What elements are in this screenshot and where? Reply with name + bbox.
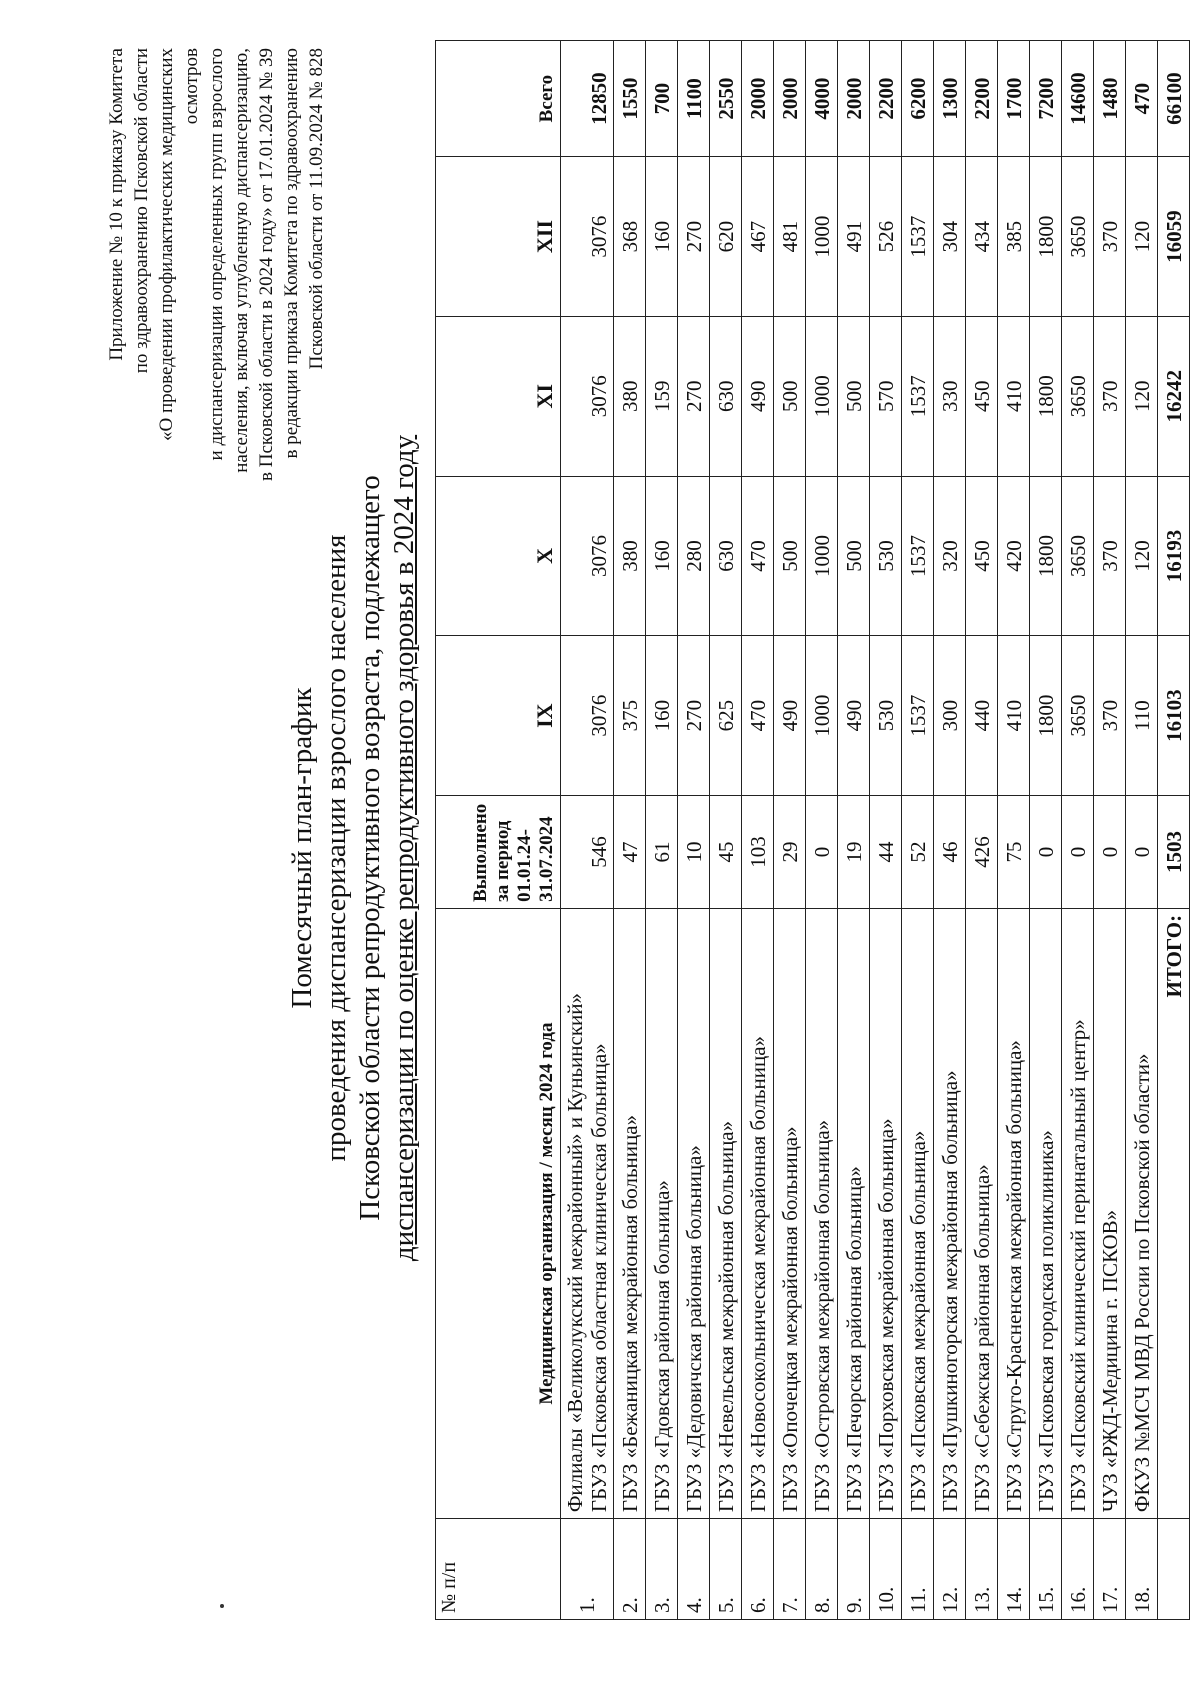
row-organization	[678, 908, 710, 1518]
row-xii: 370	[1094, 157, 1126, 317]
header-month-x: X	[436, 476, 561, 636]
table-row	[998, 41, 1030, 1620]
row-xi: 410	[998, 316, 1030, 476]
table-row	[966, 41, 998, 1620]
row-total: 1700	[998, 41, 1030, 157]
table-header-row	[436, 41, 561, 1620]
document-title	[285, 18, 421, 1678]
row-xi: 330	[934, 316, 966, 476]
scan-dot	[220, 1604, 224, 1608]
total-label: ИТОГО:	[1158, 908, 1190, 1518]
row-xi: 1800	[1030, 316, 1062, 476]
row-done: 52	[902, 795, 934, 908]
row-organization	[774, 908, 806, 1518]
row-x: 500	[774, 476, 806, 636]
appendix-line: и диспансеризации определенных групп взрослого	[206, 48, 227, 461]
row-done: 61	[646, 795, 678, 908]
row-ix: 625	[710, 636, 742, 796]
row-done: 426	[966, 795, 998, 908]
row-ix: 490	[838, 636, 870, 796]
row-organization	[561, 908, 614, 1518]
table-row	[870, 41, 902, 1620]
row-x: 120	[1126, 476, 1158, 636]
organization-line: ГБУЗ «Бежаницкая межрайонная больница»	[617, 1114, 642, 1513]
row-number: 14.	[998, 1519, 1030, 1620]
row-xi: 380	[614, 316, 646, 476]
row-organization	[742, 908, 774, 1518]
row-total: 1550	[614, 41, 646, 157]
row-xii: 467	[742, 157, 774, 317]
row-done: 75	[998, 795, 1030, 908]
row-number: 9.	[838, 1519, 870, 1620]
organization-line: ГБУЗ «Островская межрайонная больница»	[809, 1119, 834, 1513]
row-organization	[902, 908, 934, 1518]
row-number: 17.	[1094, 1519, 1126, 1620]
row-x: 500	[838, 476, 870, 636]
row-xii: 526	[870, 157, 902, 317]
title-line: Помесячный план-график	[286, 687, 318, 1009]
row-organization	[614, 908, 646, 1518]
table-row	[806, 41, 838, 1620]
row-xii: 1000	[806, 157, 838, 317]
row-x: 160	[646, 476, 678, 636]
organization-line: Филиалы «Великолукский межрайонный» и Куньинский»	[563, 993, 587, 1513]
row-x: 320	[934, 476, 966, 636]
row-ix: 370	[1094, 636, 1126, 796]
appendix-line: по здравоохранению Псковской области	[131, 48, 152, 374]
appendix-line: в Псковской области в 2024 году» от 17.01.2024 № 39	[256, 48, 277, 481]
row-number: 10.	[870, 1519, 902, 1620]
row-number: 1.	[561, 1519, 614, 1620]
table-row	[774, 41, 806, 1620]
row-total: 7200	[1030, 41, 1062, 157]
row-number: 2.	[614, 1519, 646, 1620]
row-done: 0	[1062, 795, 1094, 908]
total-total: 66100	[1158, 41, 1190, 157]
table-row	[838, 41, 870, 1620]
row-x: 370	[1094, 476, 1126, 636]
row-number: 16.	[1062, 1519, 1094, 1620]
row-x: 470	[742, 476, 774, 636]
row-total: 12850	[561, 41, 614, 157]
row-xi: 490	[742, 316, 774, 476]
table-row	[934, 41, 966, 1620]
row-ix: 410	[998, 636, 1030, 796]
row-done: 44	[870, 795, 902, 908]
row-ix: 3650	[1062, 636, 1094, 796]
table-row	[1094, 41, 1126, 1620]
row-ix: 470	[742, 636, 774, 796]
organization-line: ГБУЗ «Печорская районная больница»	[841, 1166, 866, 1513]
header-done	[436, 795, 561, 908]
row-organization	[806, 908, 838, 1518]
row-done: 0	[1094, 795, 1126, 908]
header-total: Всего	[436, 41, 561, 157]
row-done: 45	[710, 795, 742, 908]
row-xi: 120	[1126, 316, 1158, 476]
row-total: 4000	[806, 41, 838, 157]
row-done: 19	[838, 795, 870, 908]
row-ix: 110	[1126, 636, 1158, 796]
row-organization	[710, 908, 742, 1518]
header-num: № п/п	[436, 1519, 561, 1620]
row-xii: 270	[678, 157, 710, 317]
row-x: 630	[710, 476, 742, 636]
row-xii: 3650	[1062, 157, 1094, 317]
schedule-table	[435, 40, 1190, 1620]
total-row	[1158, 41, 1190, 1620]
organization-line: ГБУЗ «Гдовская районная больница»	[649, 1180, 674, 1513]
row-xii: 3076	[561, 157, 614, 317]
row-xii: 304	[934, 157, 966, 317]
row-total: 14600	[1062, 41, 1094, 157]
row-xii: 491	[838, 157, 870, 317]
row-x: 380	[614, 476, 646, 636]
table-row	[742, 41, 774, 1620]
header-done-line: 31.07.2024	[536, 816, 557, 902]
row-total: 2200	[870, 41, 902, 157]
row-organization	[934, 908, 966, 1518]
header-month-xii: XII	[436, 157, 561, 317]
row-xi: 570	[870, 316, 902, 476]
header-month-xi: XI	[436, 316, 561, 476]
table-row	[614, 41, 646, 1620]
table-row	[646, 41, 678, 1620]
header-org: Медицинская организация / месяц 2024 года	[436, 908, 561, 1518]
header-month-ix: IX	[436, 636, 561, 796]
row-done: 46	[934, 795, 966, 908]
organization-line: ГБУЗ «Порховская межрайонная больница»	[873, 1118, 898, 1513]
row-xii: 160	[646, 157, 678, 317]
row-number: 11.	[902, 1519, 934, 1620]
organization-line: ГБУЗ «Невельская межрайонная больница»	[713, 1120, 738, 1513]
row-organization	[1126, 908, 1158, 1518]
row-ix: 1800	[1030, 636, 1062, 796]
row-xi: 3650	[1062, 316, 1094, 476]
row-x: 420	[998, 476, 1030, 636]
row-xi: 500	[838, 316, 870, 476]
row-xii: 434	[966, 157, 998, 317]
row-xii: 620	[710, 157, 742, 317]
row-total: 2000	[838, 41, 870, 157]
row-number: 15.	[1030, 1519, 1062, 1620]
row-total: 1100	[678, 41, 710, 157]
row-x: 1000	[806, 476, 838, 636]
row-total: 2550	[710, 41, 742, 157]
table-row	[678, 41, 710, 1620]
row-ix: 300	[934, 636, 966, 796]
row-xi: 500	[774, 316, 806, 476]
table-row	[710, 41, 742, 1620]
row-total: 1300	[934, 41, 966, 157]
title-line: Псковской области репродуктивного возраста, подлежащего	[354, 475, 386, 1221]
total-done: 1503	[1158, 795, 1190, 908]
row-ix: 440	[966, 636, 998, 796]
total-num-empty	[1158, 1519, 1190, 1620]
table-row	[561, 41, 614, 1620]
row-number: 12.	[934, 1519, 966, 1620]
header-done-line: Выполнено	[470, 803, 491, 902]
row-organization	[966, 908, 998, 1518]
row-ix: 3076	[561, 636, 614, 796]
row-number: 5.	[710, 1519, 742, 1620]
row-x: 530	[870, 476, 902, 636]
row-xi: 1537	[902, 316, 934, 476]
appendix-line: «О проведении профилактических медицинских осмотров	[156, 48, 202, 441]
row-number: 18.	[1126, 1519, 1158, 1620]
row-total: 6200	[902, 41, 934, 157]
row-xii: 1537	[902, 157, 934, 317]
row-number: 3.	[646, 1519, 678, 1620]
row-xi: 159	[646, 316, 678, 476]
organization-line: ЧУЗ «РЖД-Медицина г. ПСКОВ»	[1097, 1209, 1122, 1513]
row-total: 2000	[742, 41, 774, 157]
row-number: 13.	[966, 1519, 998, 1620]
row-x: 1537	[902, 476, 934, 636]
row-xii: 120	[1126, 157, 1158, 317]
organization-line: ГБУЗ «Опочецкая межрайонная больница»	[777, 1126, 802, 1513]
organization-line: ГБУЗ «Струго-Красненская межрайонная больница»	[1001, 1040, 1026, 1513]
row-x: 1800	[1030, 476, 1062, 636]
row-xi: 370	[1094, 316, 1126, 476]
row-total: 1480	[1094, 41, 1126, 157]
title-line: диспансеризации по оценке репродуктивного здоровья в 2024 году	[388, 434, 420, 1262]
row-ix: 530	[870, 636, 902, 796]
header-done-line: 01.01.24-	[514, 829, 535, 902]
organization-line: ГБУЗ «Себежская районная больница»	[969, 1164, 994, 1513]
table-row	[902, 41, 934, 1620]
row-done: 47	[614, 795, 646, 908]
organization-line: ГБУЗ «Новосокольническая межрайонная больница»	[745, 1035, 770, 1513]
row-x: 450	[966, 476, 998, 636]
row-xi: 1000	[806, 316, 838, 476]
title-line: проведения диспансеризации взрослого населения	[320, 534, 352, 1162]
row-total: 2200	[966, 41, 998, 157]
row-total: 470	[1126, 41, 1158, 157]
total-xi: 16242	[1158, 316, 1190, 476]
row-xi: 630	[710, 316, 742, 476]
header-done-line: за период	[492, 820, 513, 902]
row-organization	[1030, 908, 1062, 1518]
total-x: 16193	[1158, 476, 1190, 636]
organization-line: ГБУЗ «Псковская городская поликлиника»	[1033, 1130, 1058, 1513]
row-xi: 450	[966, 316, 998, 476]
row-xii: 1800	[1030, 157, 1062, 317]
row-ix: 375	[614, 636, 646, 796]
row-x: 3076	[561, 476, 614, 636]
row-organization	[1062, 908, 1094, 1518]
row-ix: 160	[646, 636, 678, 796]
row-ix: 1000	[806, 636, 838, 796]
organization-line: ГБУЗ «Псковская межрайонная больница»	[905, 1130, 930, 1513]
row-done: 0	[1030, 795, 1062, 908]
table-row	[1062, 41, 1094, 1620]
organization-line: ГБУЗ «Псковский клинический перинатальный центр»	[1065, 1019, 1090, 1513]
row-total: 2000	[774, 41, 806, 157]
appendix-line: Приложение № 10 к приказу Комитета	[106, 48, 127, 361]
table-row	[1030, 41, 1062, 1620]
row-ix: 490	[774, 636, 806, 796]
appendix-line: Псковской области от 11.09.2024 № 828	[306, 48, 327, 370]
row-xi: 3076	[561, 316, 614, 476]
row-xi: 270	[678, 316, 710, 476]
row-x: 280	[678, 476, 710, 636]
total-xii: 16059	[1158, 157, 1190, 317]
row-xii: 368	[614, 157, 646, 317]
row-number: 6.	[742, 1519, 774, 1620]
table-row	[1126, 41, 1158, 1620]
row-number: 4.	[678, 1519, 710, 1620]
row-ix: 1537	[902, 636, 934, 796]
row-xii: 385	[998, 157, 1030, 317]
row-done: 103	[742, 795, 774, 908]
organization-line: ФКУЗ №МСЧ МВД России по Псковской области»	[1129, 1053, 1154, 1513]
row-organization	[870, 908, 902, 1518]
rotated-document-page	[10, 18, 1190, 1678]
row-number: 8.	[806, 1519, 838, 1620]
row-done: 0	[1126, 795, 1158, 908]
row-xii: 481	[774, 157, 806, 317]
row-done: 546	[561, 795, 614, 908]
appendix-line: населения, включая углубленную диспансеризацию,	[231, 48, 252, 473]
row-organization	[646, 908, 678, 1518]
row-ix: 270	[678, 636, 710, 796]
row-done: 0	[806, 795, 838, 908]
organization-line: ГБУЗ «Дедовичская районная больница»	[681, 1145, 706, 1513]
row-number: 7.	[774, 1519, 806, 1620]
table-body	[561, 41, 1190, 1620]
row-organization	[1094, 908, 1126, 1518]
row-total: 700	[646, 41, 678, 157]
organization-line: ГБУЗ «Псковская областная клиническая больница»	[587, 1043, 611, 1513]
row-x: 3650	[1062, 476, 1094, 636]
organization-line: ГБУЗ «Пушкиногорская межрайонная больница»	[937, 1070, 962, 1513]
row-organization	[838, 908, 870, 1518]
row-done: 10	[678, 795, 710, 908]
row-organization	[998, 908, 1030, 1518]
appendix-line: в редакции приказа Комитета по здравоохранению	[281, 48, 302, 459]
total-ix: 16103	[1158, 636, 1190, 796]
row-done: 29	[774, 795, 806, 908]
